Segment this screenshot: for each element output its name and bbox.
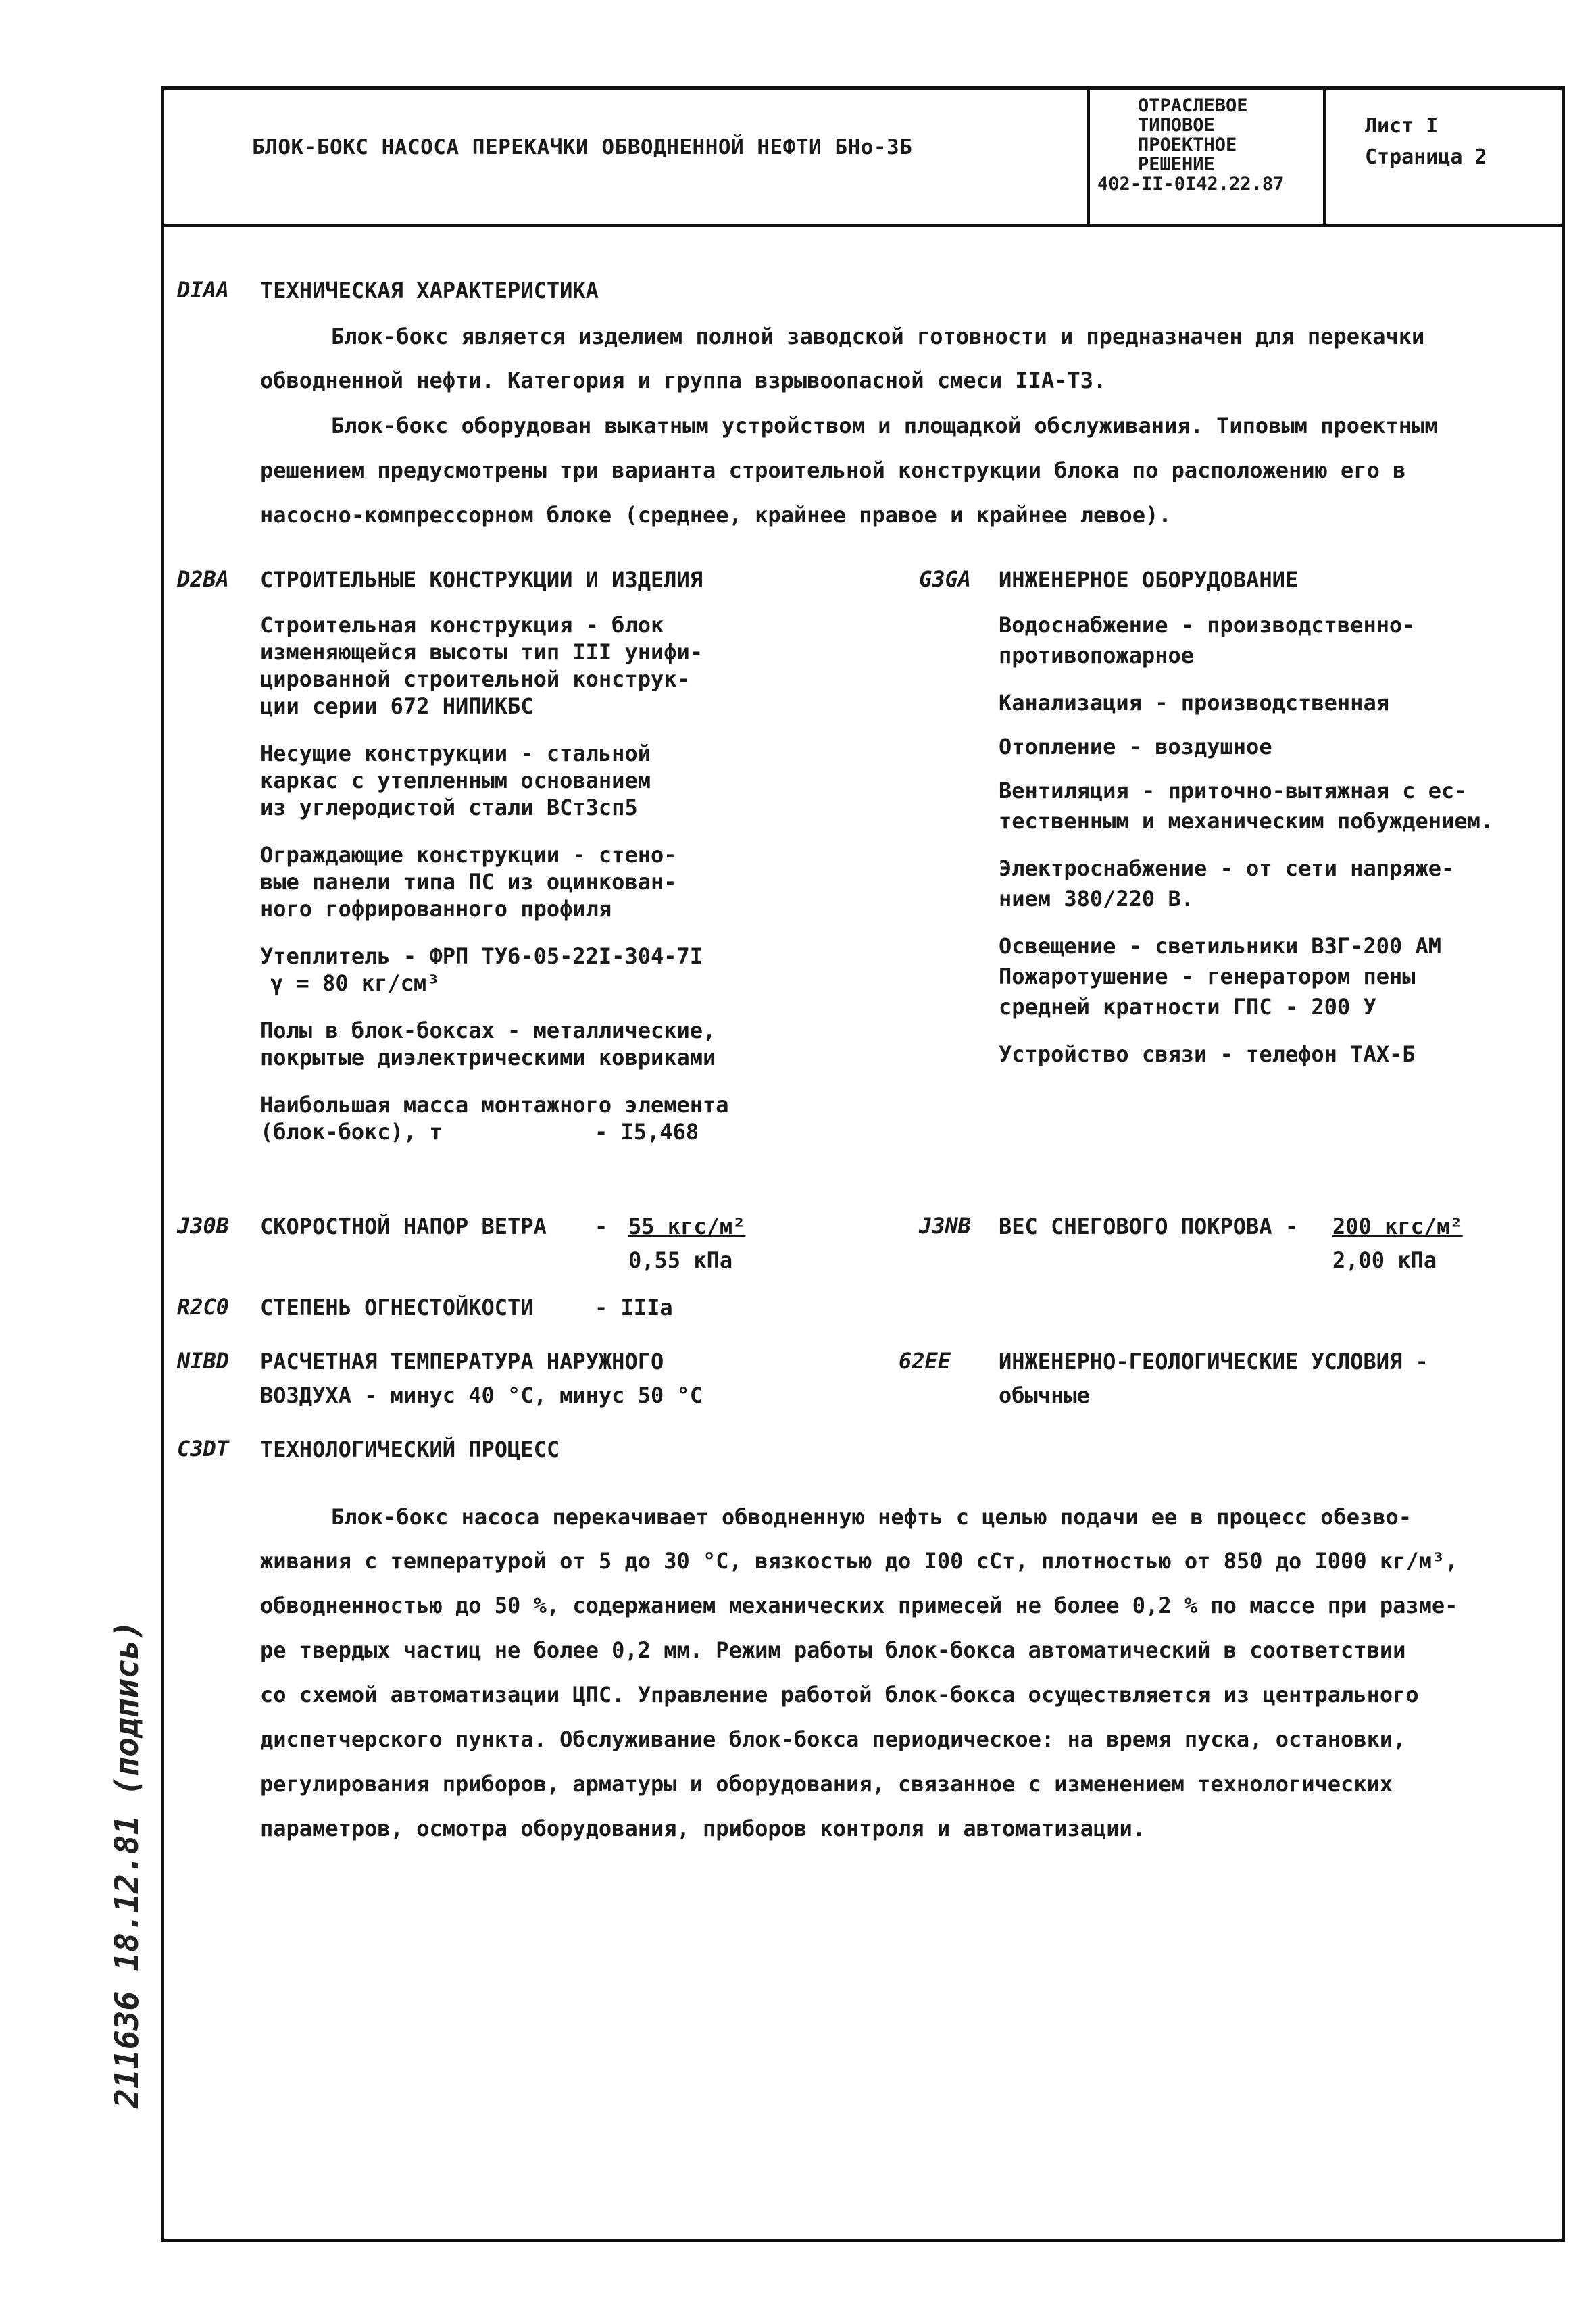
paragraph-line: Блок-бокс является изделием полной заводской готовности и предназначен для перекачки — [331, 324, 1425, 349]
list-line: каркас с утепленным основанием — [260, 768, 651, 793]
section-code: 62EE — [899, 1348, 951, 1374]
section-heading: ТЕХНОЛОГИЧЕСКИЙ ПРОЦЕСС — [260, 1437, 560, 1462]
list-line: покрытые диэлектрическими ковриками — [260, 1045, 716, 1070]
list-line: (блок-бокс), т — [260, 1119, 443, 1145]
wind-label: СКОРОСТНОЙ НАПОР ВЕТРА — [260, 1214, 547, 1239]
wind-value-kpa: 0,55 кПа — [628, 1247, 733, 1273]
paragraph-line: живания с температурой от 5 до 30 °С, вязкостью до I00 сСт, плотностью от 850 до I000 кг/м³, — [260, 1548, 1458, 1574]
section-heading: ИНЖЕНЕРНОЕ ОБОРУДОВАНИЕ — [999, 567, 1299, 593]
sheet-number: Лист I — [1365, 114, 1439, 138]
list-line: Водоснабжение - производственно- — [999, 612, 1416, 638]
paragraph-line: диспетчерского пункта. Обслуживание блок-бокса периодическое: на время пуска, остановки, — [260, 1726, 1406, 1752]
list-line: Освещение - светильники ВЗГ-200 АМ — [999, 933, 1442, 959]
fire-label: СТЕПЕНЬ ОГНЕСТОЙКОСТИ — [260, 1295, 534, 1320]
geology-line: обычные — [999, 1383, 1090, 1408]
section-code: D2BA — [177, 566, 230, 592]
section-code: R2C0 — [177, 1294, 230, 1320]
list-line: нием 380/220 В. — [999, 886, 1194, 912]
list-line: Вентиляция - приточно-вытяжная с ес- — [999, 778, 1468, 803]
section-heading: СТРОИТЕЛЬНЫЕ КОНСТРУКЦИИ И ИЗДЕЛИЯ — [260, 567, 703, 593]
geology-line: ИНЖЕНЕРНО-ГЕОЛОГИЧЕСКИЕ УСЛОВИЯ - — [999, 1349, 1428, 1374]
section-code: C3DT — [177, 1436, 230, 1462]
list-line: вые панели типа ПС из оцинкован- — [260, 869, 677, 895]
section-code: NIBD — [177, 1348, 230, 1374]
list-line: из углеродистой стали ВСт3сп5 — [260, 795, 638, 820]
mass-value: - I5,468 — [595, 1119, 699, 1145]
list-line: ного гофрированного профиля — [260, 896, 612, 922]
paragraph-line: Блок-бокс насоса перекачивает обводненную нефть с целью подачи ее в процесс обезво- — [331, 1504, 1412, 1530]
snow-label: ВЕС СНЕГОВОГО ПОКРОВА - — [999, 1214, 1299, 1239]
list-line: ции серии 672 НИПИКБС — [260, 693, 534, 719]
temperature-line: РАСЧЕТНАЯ ТЕМПЕРАТУРА НАРУЖНОГО — [260, 1349, 664, 1374]
list-line: Утеплитель - ФРП ТУ6-05-22I-304-7I — [260, 943, 703, 969]
paragraph-line: со схемой автоматизации ЦПС. Управление работой блок-бокса осуществляется из центрального — [260, 1682, 1419, 1708]
list-line: Наибольшая масса монтажного элемента — [260, 1092, 729, 1118]
list-line: Строительная конструкция - блок — [260, 612, 664, 638]
section-code: DIAA — [177, 277, 230, 303]
handwritten-margin-note: 211636 18.12.81 (подпись) — [108, 1620, 146, 2108]
list-line: Пожаротушение - генератором пены — [999, 964, 1416, 989]
paragraph-line: обводненностью до 50 %, содержанием механических примесей не более 0,2 % по массе при разме- — [260, 1593, 1458, 1618]
fire-value: - IIIа — [595, 1295, 673, 1320]
standard-designation: ОТРАСЛЕВОЕ ТИПОВОЕ ПРОЕКТНОЕ РЕШЕНИЕ 402-II-0I42.22.87 — [1097, 95, 1285, 195]
paragraph-line: насосно-компрессорном блоке (среднее, крайнее правое и крайнее левое). — [260, 502, 1172, 528]
page-frame — [161, 86, 1565, 2242]
list-line: Отопление - воздушное — [999, 734, 1272, 760]
wind-value: 55 кгс/м² — [628, 1214, 746, 1239]
list-line: Электроснабжение - от сети напряже- — [999, 855, 1455, 881]
snow-value-kpa: 2,00 кПа — [1332, 1247, 1437, 1273]
title-block — [161, 86, 1565, 227]
section-code: J3NB — [919, 1213, 972, 1239]
section-code: J30B — [177, 1213, 230, 1239]
list-line: изменяющейся высоты тип III унифи- — [260, 639, 703, 665]
sheet-info — [1365, 111, 1487, 173]
list-line: Несущие конструкции - стальной — [260, 741, 651, 766]
list-line: средней кратности ГПС - 200 У — [999, 994, 1376, 1020]
paragraph-line: ре твердых частиц не более 0,2 мм. Режим работы блок-бокса автоматический в соответствии — [260, 1637, 1406, 1663]
page-number: Страница 2 — [1365, 145, 1487, 169]
paragraph-line: обводненной нефти. Категория и группа взрывоопасной смеси IIA-Т3. — [260, 368, 1107, 393]
list-line: противопожарное — [999, 643, 1194, 668]
paragraph-line: Блок-бокс оборудован выкатным устройством и площадкой обслуживания. Типовым проектным — [331, 413, 1438, 439]
list-line: γ = 80 кг/см³ — [270, 970, 440, 996]
list-line: Ограждающие конструкции - стено- — [260, 842, 677, 868]
snow-value: 200 кгс/м² — [1332, 1214, 1463, 1239]
list-line: Канализация - производственная — [999, 690, 1389, 716]
list-line: цированной строительной конструк- — [260, 666, 690, 692]
temperature-line: ВОЗДУХА - минус 40 °С, минус 50 °С — [260, 1383, 703, 1408]
wind-dash: - — [595, 1214, 608, 1239]
section-heading: ТЕХНИЧЕСКАЯ ХАРАКТЕРИСТИКА — [260, 278, 599, 303]
section-code: G3GA — [919, 566, 972, 592]
list-line: Устройство связи - телефон ТАХ-Б — [999, 1041, 1416, 1067]
paragraph-line: параметров, осмотра оборудования, приборов контроля и автоматизации. — [260, 1816, 1146, 1841]
list-line: Полы в блок-боксах - металлические, — [260, 1018, 716, 1043]
document-title: БЛОК-БОКС НАСОСА ПЕРЕКАЧКИ ОБВОДНЕННОЙ НЕФТИ БНо-3Б — [252, 135, 913, 159]
paragraph-line: решением предусмотрены три варианта строительной конструкции блока по расположению его в — [260, 457, 1406, 483]
list-line: тественным и механическим побуждением. — [999, 808, 1494, 834]
paragraph-line: регулирования приборов, арматуры и оборудования, связанное с изменением технологических — [260, 1771, 1393, 1797]
